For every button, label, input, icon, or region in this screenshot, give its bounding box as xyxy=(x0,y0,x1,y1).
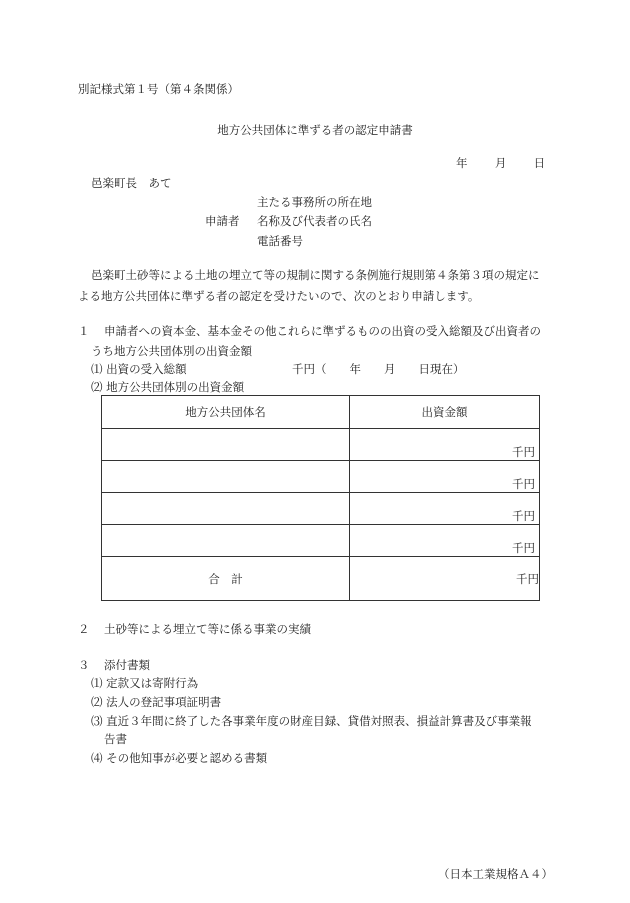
table-cell-amount xyxy=(350,493,540,525)
table-cell-municipality xyxy=(102,461,350,493)
applicant-name-representative: 名称及び代表者の氏名 xyxy=(257,214,372,228)
table-cell-unit: 千円 xyxy=(512,476,535,491)
section3-number: ３ xyxy=(78,658,90,672)
table-row xyxy=(102,461,540,493)
section3-heading: 添付書類 xyxy=(104,658,150,672)
section3-item: ⑶ 直近３年間に終了した各事業年度の財産目録、貸借対照表、損益計算書及び事業報 xyxy=(91,714,532,728)
table-row xyxy=(102,525,540,557)
section1-heading-line2: うち地方公共団体別の出資金額 xyxy=(91,344,252,358)
document-title: 地方公共団体に準ずる者の認定申請書 xyxy=(217,123,413,137)
section3-item: ⑷ その他知事が必要と認める書類 xyxy=(91,751,268,765)
section1-heading-line1: 申請者への資本金、基本金その他これらに準ずるものの出資の受入総額及び出資者の xyxy=(104,324,541,338)
table-header-municipality: 地方公共団体名 xyxy=(102,396,350,429)
table-total-row xyxy=(102,557,540,601)
table-row xyxy=(102,429,540,461)
section1-number: １ xyxy=(78,324,90,338)
section1-item1-label: ⑴ 出資の受入総額 xyxy=(91,362,187,376)
applicant-office-address: 主たる事務所の所在地 xyxy=(257,195,372,209)
paper-size-note: （日本工業規格Ａ４） xyxy=(438,867,553,881)
addressee: 邑楽町長 あて xyxy=(91,176,172,190)
table-cell-municipality xyxy=(102,525,350,557)
table-cell-municipality xyxy=(102,429,350,461)
table-header-amount: 出資金額 xyxy=(350,396,540,429)
section3-item: ⑵ 法人の登記事項証明書 xyxy=(91,695,222,709)
section3-item-continuation: 告書 xyxy=(104,732,127,746)
section1-item2-label: ⑵ 地方公共団体別の出資金額 xyxy=(91,380,245,394)
table-total-unit: 千円 xyxy=(350,557,540,601)
body-text-line1: 邑楽町土砂等による土地の埋立て等の規制に関する条例施行規則第４条第３項の規定に xyxy=(91,268,540,282)
table-cell-unit: 千円 xyxy=(512,508,535,523)
section2-number: ２ xyxy=(78,622,90,636)
date-year: 年 xyxy=(456,156,468,170)
date-month: 月 xyxy=(494,156,507,170)
table-cell-unit: 千円 xyxy=(512,444,535,459)
form-number: 別記様式第１号（第４条関係） xyxy=(78,82,239,96)
section1-item1-unit: 千円（ 年 月 日現在） xyxy=(292,362,465,376)
section3-item: ⑴ 定款又は寄附行為 xyxy=(91,676,199,690)
date-day: 日 xyxy=(533,156,546,170)
table-total-label: 合 計 xyxy=(102,557,350,601)
contribution-table xyxy=(101,395,540,601)
table-cell-amount xyxy=(350,525,540,557)
table-header-row xyxy=(102,396,540,429)
date-line xyxy=(456,156,545,170)
table-row xyxy=(102,493,540,525)
table-cell-amount xyxy=(350,461,540,493)
section2-heading: 土砂等による埋立て等に係る事業の実績 xyxy=(104,622,311,636)
applicant-phone: 電話番号 xyxy=(257,234,303,248)
table-cell-amount xyxy=(350,429,540,461)
table-cell-unit: 千円 xyxy=(512,540,535,555)
body-text-line2: よる地方公共団体に準ずる者の認定を受けたいので、次のとおり申請します。 xyxy=(78,289,480,303)
table-cell-municipality xyxy=(102,493,350,525)
applicant-label: 申請者 xyxy=(205,214,240,228)
